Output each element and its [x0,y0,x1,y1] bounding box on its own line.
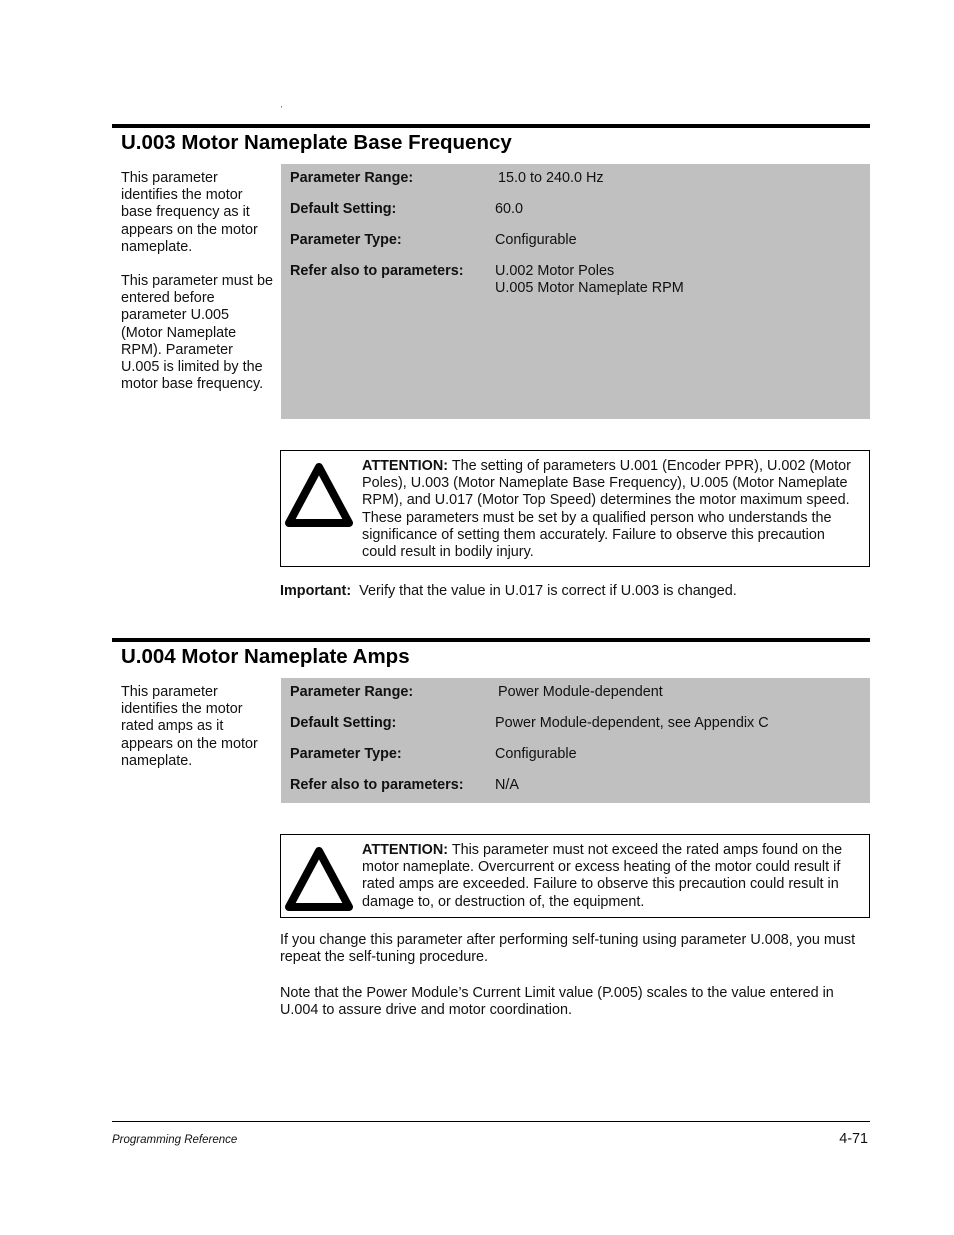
param-label: Parameter Range: [290,170,414,186]
description-paragraph: This parameter identifies the motor rated amps as it appears on the motor nameplate. [121,684,258,769]
param-label: Default Setting: [290,201,397,217]
attention-body: The setting of parameters U.001 (Encoder PPR), U.002 (Motor Poles), U.003 (Motor Nameplate Base Frequency), U.005 (Motor Nameplate RPM), and U.017 (Motor Top Speed) determines the motor maximum speed. These parameters must be set by a qualified person who understands the significance of setting them accurately. Failure to observe this precaution could result in bodily injury. [362,458,851,561]
attention-box-u003 [280,450,870,567]
param-value: Power Module-dependent [498,684,663,700]
note-paragraph: Note that the Power Module’s Current Limit value (P.005) scales to the value entered in U.004 to assure drive and motor coordination. [280,985,834,1019]
section-title-u003: U.003 Motor Nameplate Base Frequency [121,131,512,154]
attention-body: This parameter must not exceed the rated amps found on the motor nameplate. Overcurrent or excess heating of the motor could result if rated amps are exceeded. Failure to observe this precaution could result in damage to, or destruction of, the equipment. [362,842,843,910]
attention-text [362,458,853,561]
param-label: Parameter Type: [290,232,402,248]
parameter-table-u004 [281,678,870,803]
param-value: 60.0 [495,201,524,217]
important-note [280,583,870,600]
parameter-table-u003 [281,164,870,419]
note-paragraph: If you change this parameter after performing self-tuning using parameter U.008, you must repeat the self-tuning procedure. [280,932,856,966]
page-number: 4-71 [839,1131,868,1147]
stray-mark: ' [281,106,283,113]
section-description-u003 [121,170,273,410]
param-value: Power Module-dependent, see Appendix C [495,715,769,731]
section-title-u004: U.004 Motor Nameplate Amps [121,645,410,668]
param-label: Parameter Range: [290,684,414,700]
attention-box-u004 [280,834,870,918]
param-label: Refer also to parameters: [290,777,464,793]
attention-lead: ATTENTION: [362,842,449,858]
param-value: 15.0 to 240.0 Hz [498,170,604,186]
param-value: Configurable [495,232,577,248]
footer-title: Programming Reference [112,1134,238,1146]
section-rule [112,124,870,128]
param-value: U.005 Motor Nameplate RPM [495,280,684,296]
warning-triangle-icon [285,845,353,915]
section-rule [112,638,870,642]
param-label: Refer also to parameters: [290,263,464,279]
param-value: U.002 Motor Poles [495,263,615,279]
param-value: Configurable [495,746,577,762]
description-paragraph: This parameter identifies the motor base frequency as it appears on the motor nameplate. [121,170,258,255]
param-label: Parameter Type: [290,746,402,762]
description-paragraph: This parameter must be entered before parameter U.005 (Motor Nameplate RPM). Parameter U.005 is limited by the motor base frequency. [121,273,273,393]
warning-triangle-icon [285,461,353,531]
important-text: Verify that the value in U.017 is correct if U.003 is changed. [359,583,737,599]
section-description-u004 [121,684,273,787]
attention-lead: ATTENTION: [362,458,449,474]
attention-text [362,842,853,911]
important-lead: Important: [280,583,352,599]
param-value: N/A [495,777,519,793]
param-label: Default Setting: [290,715,397,731]
footer-rule [112,1121,870,1122]
